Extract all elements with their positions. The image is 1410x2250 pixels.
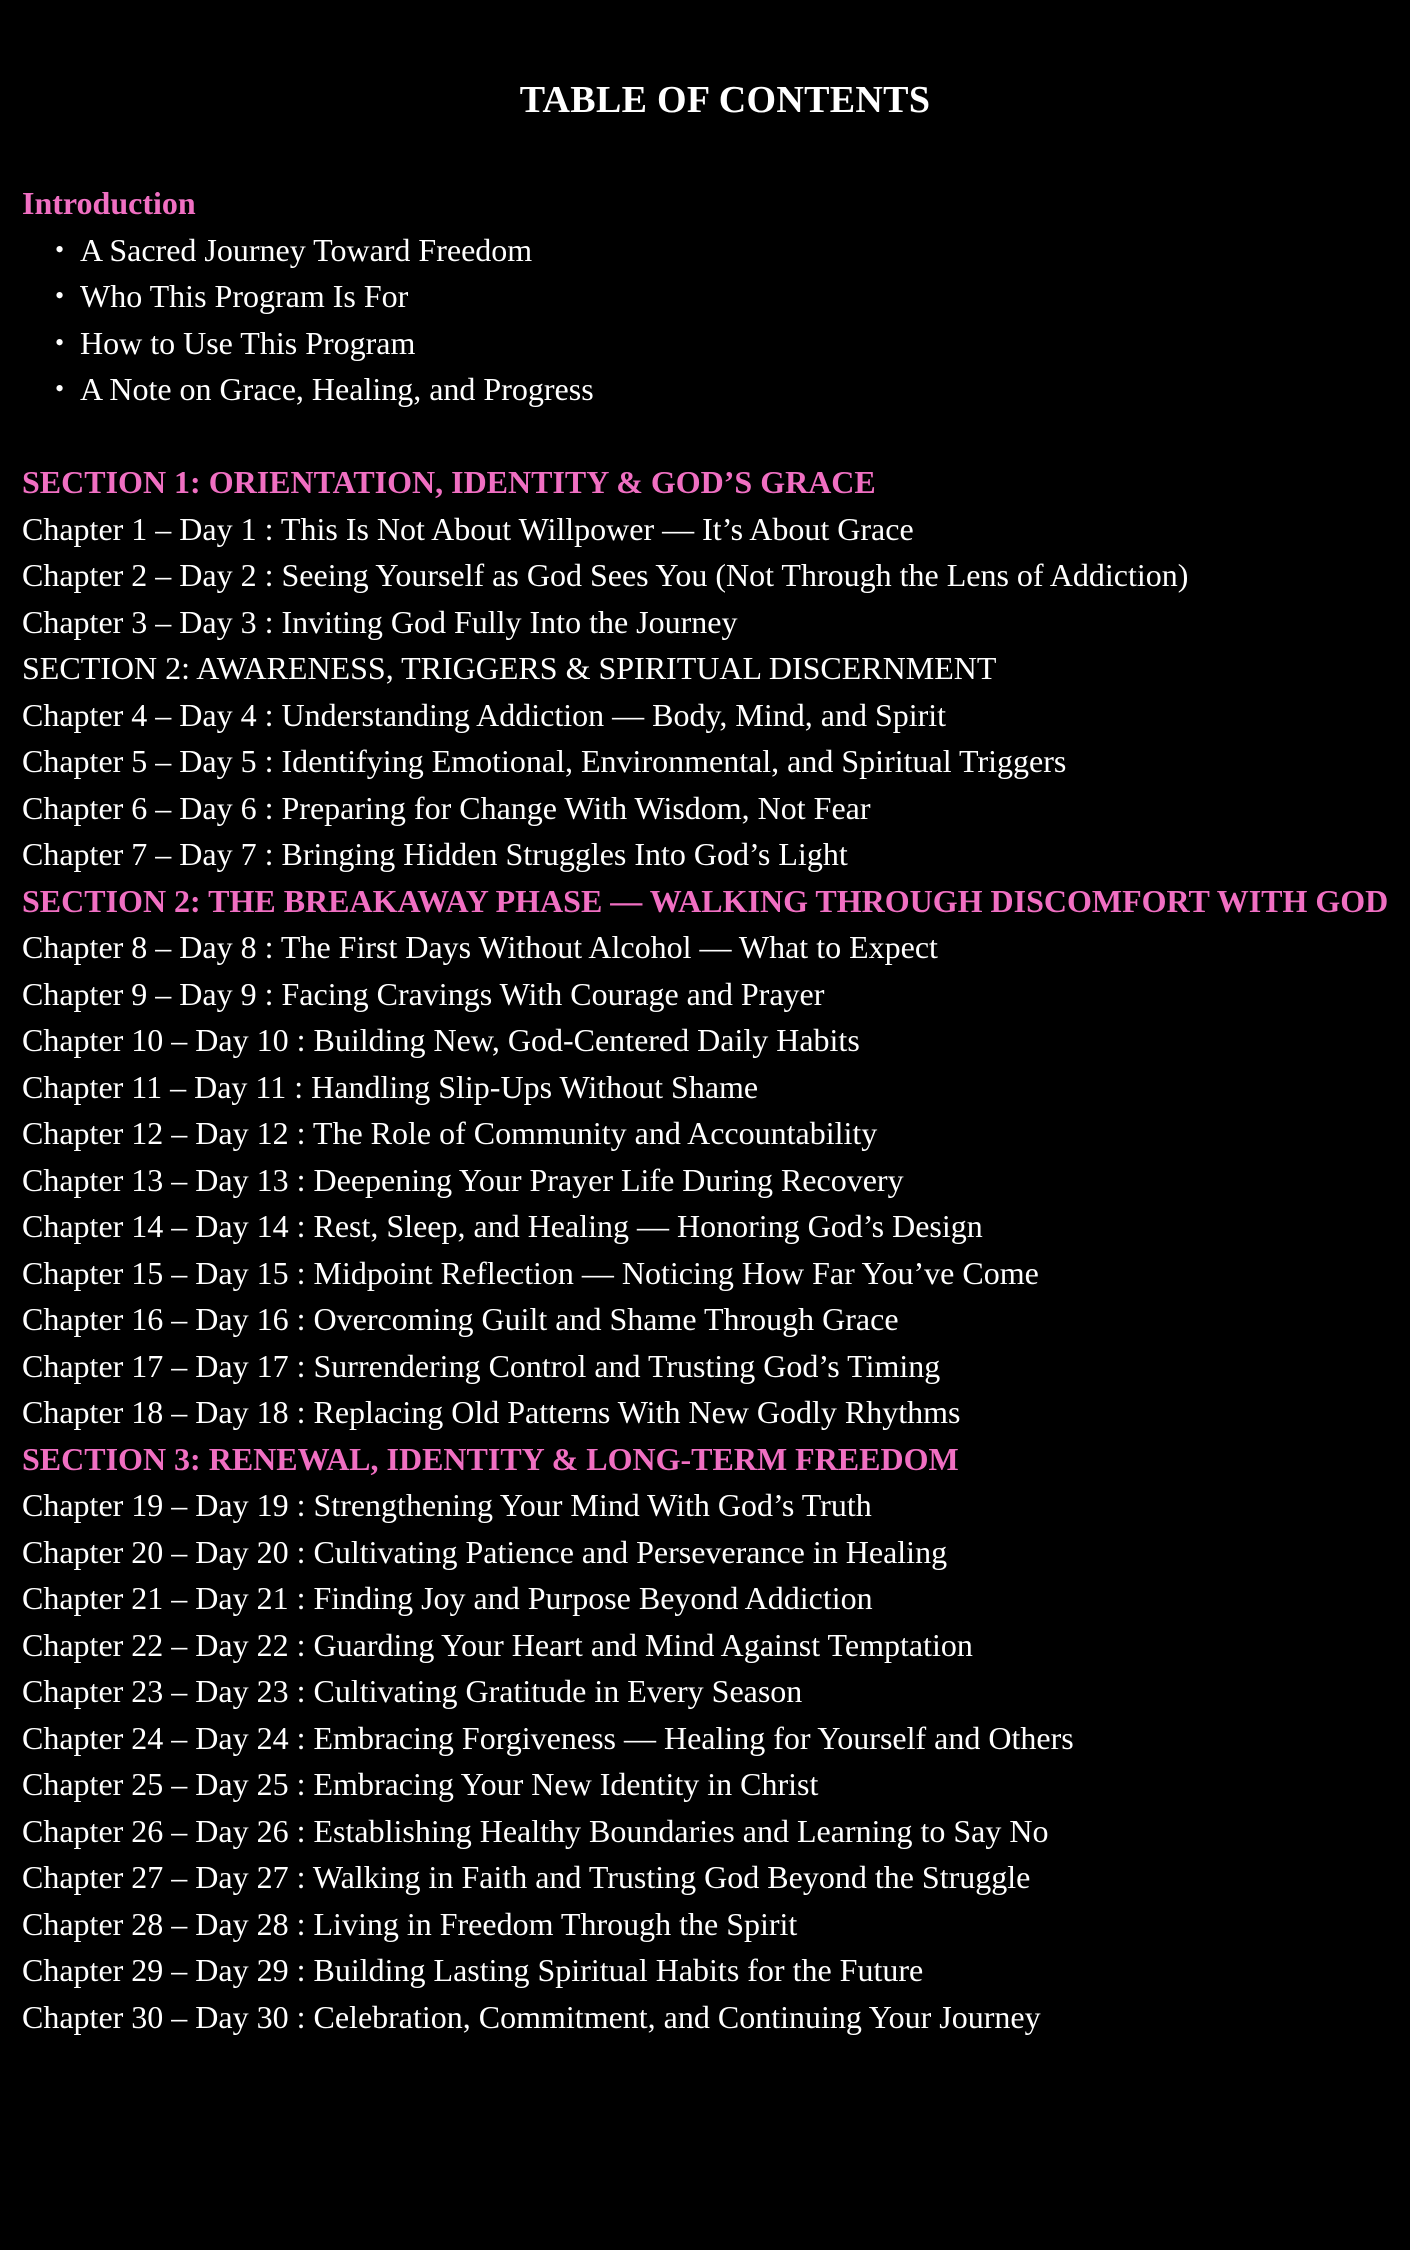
chapter-entry: Chapter 18 – Day 18 : Replacing Old Patterns With New Godly Rhythms [22, 1394, 961, 1430]
chapter-entry: Chapter 19 – Day 19 : Strengthening Your Mind With God’s Truth [22, 1487, 872, 1523]
bullet-icon: • [55, 281, 65, 310]
chapter-entry: Chapter 11 – Day 11 : Handling Slip-Ups Without Shame [22, 1068, 759, 1105]
section-heading: SECTION 1: ORIENTATION, IDENTITY & GOD’S GRACE [22, 464, 876, 500]
chapter-entry: Chapter 16 – Day 16 : Overcoming Guilt and Shame Through Grace [22, 1301, 899, 1337]
chapter-entry: Chapter 20 – Day 20 : Cultivating Patience and Perseverance in Healing [22, 1533, 948, 1570]
introduction-heading: Introduction [22, 185, 196, 221]
spacer [22, 413, 1402, 460]
introduction-item-label: A Note on Grace, Healing, and Progress [80, 371, 594, 407]
chapter-entry: Chapter 13 – Day 13 : Deepening Your Prayer Life During Recovery [22, 1161, 904, 1198]
toc-entries [22, 459, 1402, 2040]
section-heading: SECTION 3: RENEWAL, IDENTITY & LONG-TERM FREEDOM [22, 1440, 959, 1477]
chapter-entry: Chapter 1 – Day 1 : This Is Not About Willpower — It’s About Grace [22, 510, 914, 547]
chapter-entry: Chapter 29 – Day 29 : Building Lasting Spiritual Habits for the Future [22, 1952, 924, 1988]
chapter-entry: Chapter 25 – Day 25 : Embracing Your New Identity in Christ [22, 1766, 819, 1802]
chapter-entry: Chapter 9 – Day 9 : Facing Cravings With Courage and Prayer [22, 975, 825, 1012]
chapter-entry: Chapter 23 – Day 23 : Cultivating Gratitude in Every Season [22, 1673, 803, 1709]
chapter-entry: Chapter 8 – Day 8 : The First Days Without Alcohol — What to Expect [22, 929, 938, 965]
bullet-icon: • [55, 234, 65, 264]
chapter-entry: Chapter 10 – Day 10 : Building New, God-Centered Daily Habits [22, 1022, 860, 1058]
chapter-entry: Chapter 14 – Day 14 : Rest, Sleep, and Healing — Honoring God’s Design [22, 1208, 983, 1244]
introduction-item-label: Who This Program Is For [80, 278, 409, 314]
introduction-item [22, 227, 1402, 274]
chapter-entry: Chapter 30 – Day 30 : Celebration, Commitment, and Continuing Your Journey [22, 1998, 1041, 2035]
chapter-entry: Chapter 17 – Day 17 : Surrendering Control and Trusting God’s Timing [22, 1347, 941, 1384]
introduction-list [22, 227, 1402, 413]
bullet-icon: • [55, 327, 65, 357]
chapter-entry: Chapter 22 – Day 22 : Guarding Your Heart and Mind Against Temptation [22, 1626, 973, 1663]
chapter-entry: Chapter 6 – Day 6 : Preparing for Change With Wisdom, Not Fear [22, 789, 871, 826]
chapter-entry: Chapter 15 – Day 15 : Midpoint Reflection — Noticing How Far You’ve Come [22, 1254, 1039, 1291]
chapter-entry: Chapter 21 – Day 21 : Finding Joy and Purpose Beyond Addiction [22, 1580, 873, 1616]
chapter-entry: Chapter 5 – Day 5 : Identifying Emotional, Environmental, and Spiritual Triggers [22, 743, 1067, 779]
chapter-entry: Chapter 28 – Day 28 : Living in Freedom Through the Spirit [22, 1905, 798, 1942]
chapter-entry: Chapter 12 – Day 12 : The Role of Community and Accountability [22, 1115, 878, 1151]
toc-content [22, 180, 1402, 2040]
introduction-item [22, 273, 1402, 320]
chapter-entry: Chapter 4 – Day 4 : Understanding Addiction — Body, Mind, and Spirit [22, 696, 947, 733]
introduction-item [22, 320, 1402, 367]
chapter-entry: Chapter 24 – Day 24 : Embracing Forgiveness — Healing for Yourself and Others [22, 1719, 1074, 1756]
chapter-entry: Chapter 26 – Day 26 : Establishing Healthy Boundaries and Learning to Say No [22, 1812, 1049, 1849]
chapter-entry: Chapter 2 – Day 2 : Seeing Yourself as God Sees You (Not Through the Lens of Addiction) [22, 557, 1189, 593]
bullet-icon: • [55, 374, 65, 403]
introduction-item-label: A Sacred Journey Toward Freedom [80, 231, 533, 268]
chapter-entry: Chapter 7 – Day 7 : Bringing Hidden Struggles Into God’s Light [22, 836, 848, 872]
introduction-item-label: How to Use This Program [80, 324, 416, 361]
chapter-entry: Chapter 3 – Day 3 : Inviting God Fully Into the Journey [22, 603, 738, 640]
section-heading: SECTION 2: THE BREAKAWAY PHASE — WALKING THROUGH DISCOMFORT WITH GOD [22, 882, 1389, 919]
section-heading: SECTION 2: AWARENESS, TRIGGERS & SPIRITUAL DISCERNMENT [22, 650, 997, 686]
introduction-item [22, 366, 1402, 413]
page-title: TABLE OF CONTENTS [519, 79, 931, 121]
chapter-entry: Chapter 27 – Day 27 : Walking in Faith and Trusting God Beyond the Struggle [22, 1859, 1031, 1895]
